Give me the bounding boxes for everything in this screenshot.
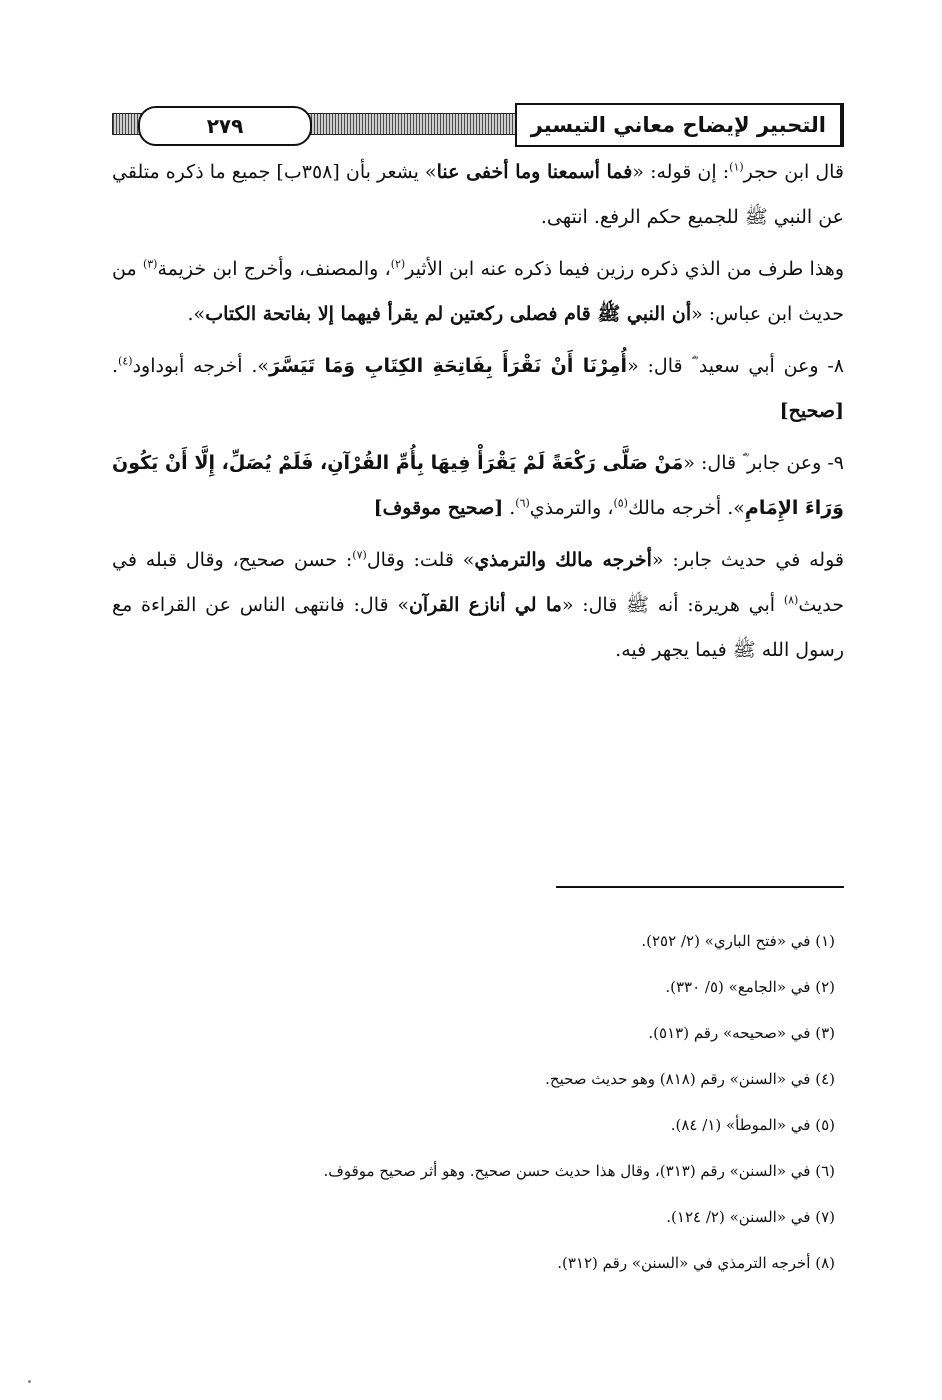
grade-label: [صحيح] <box>779 400 844 422</box>
hadith-8: ٨- وعن أبي سعيد ؓ قال: «أُمِرْنَا أَنْ نَقْرَأَ بِفَاتِحَةِ الكِتَابِ وَمَا تَيَسَّرَ». أخرجه أبوداود$^{(٤)}$. [صحيح] <box>112 354 844 422</box>
quoted-phrase: أخرجه مالك والترمذي <box>474 549 652 571</box>
footnote-ref-1[interactable]: (١) <box>729 160 744 174</box>
footnote-ref-7[interactable]: (٧) <box>352 548 367 562</box>
running-header <box>112 103 844 149</box>
footnote-ref-4[interactable]: (٤) <box>118 354 133 368</box>
footnote-5: (٥) في «الموطأ» (١/ ٨٤). <box>670 1116 835 1134</box>
hadith-text: أُمِرْنَا أَنْ نَقْرَأَ بِفَاتِحَةِ الكِتَابِ وَمَا تَيَسَّرَ <box>268 355 628 377</box>
footnote-4: (٤) في «السنن» رقم (٨١٨) وهو حديث صحيح. <box>545 1070 835 1088</box>
footnote-separator <box>556 886 844 888</box>
hadith-text: مَنْ صَلَّى رَكْعَةً لَمْ يَقْرَأْ فِيهَا بِأُمِّ القُرْآنِ، فَلَمْ يُصَلِّ، إِلَّا أَنْ يَكُونَ وَرَاءَ الإِمَامِ <box>112 452 844 519</box>
main-text <box>112 150 844 680</box>
footnote-6: (٦) في «السنن» رقم (٣١٣)، وقال هذا حديث حسن صحيح. وهو أثر صحيح موقوف. <box>323 1162 835 1180</box>
footnote-1: (١) في «فتح الباري» (٢/ ٢٥٢). <box>641 932 835 950</box>
paragraph-razin: وهذا طرف من الذي ذكره رزين فيما ذكره عنه ابن الأثير$^{(٢)}$، والمصنف، وأخرج ابن خزيمة$^{(٣)}$ من حديث ابن عباس: «أن النبي ﷺ قام فصلى ركعتين لم يقرأ فيهما إلا بفاتحة الكتاب». <box>112 257 844 325</box>
footnote-ref-3[interactable]: (٣) <box>142 257 158 271</box>
footnote-8: (٨) أخرجه الترمذي في «السنن» رقم (٣١٢). <box>557 1254 835 1272</box>
paragraph-ibn-hajar: قال ابن حجر$^{(١)}$: إن قوله: «فما أسمعنا وما أخفى عنا» يشعر بأن [٣٥٨ب] جميع ما ذكره متلقي عن النبي ﷺ للجميع حكم الرفع. انتهى. <box>112 160 845 228</box>
footnote-2: (٢) في «الجامع» (٥/ ٣٣٠). <box>665 978 835 996</box>
footnote-ref-2[interactable]: (٢) <box>390 257 406 271</box>
footnote-7: (٧) في «السنن» (٢/ ١٢٤). <box>666 1208 835 1226</box>
quoted-phrase: فما أسمعنا وما أخفى عنا <box>436 161 633 183</box>
footnotes <box>112 918 835 1286</box>
paragraph-commentary: قوله في حديث جابر: «أخرجه مالك والترمذي» قلت: وقال$^{(٧)}$: حسن صحيح، وقال قبله في حديث$^{(٨)}$ أبي هريرة: أنه ﷺ قال: «ما لي أنازع القرآن» قال: فانتهى الناس عن القراءة مع رسول الله ﷺ فيما يجهر فيه. <box>112 548 844 661</box>
hadith-text: أن النبي ﷺ قام فصلى ركعتين لم يقرأ فيهما إلا بفاتحة الكتاب <box>205 303 692 325</box>
footnote-ref-8[interactable]: (٨) <box>783 593 799 607</box>
scan-speck <box>28 1380 31 1383</box>
hadith-9: ٩- وعن جابر ؓ قال: «مَنْ صَلَّى رَكْعَةً لَمْ يَقْرَأْ فِيهَا بِأُمِّ القُرْآنِ، فَلَمْ يُصَلِّ، إِلَّا أَنْ يَكُونَ وَرَاءَ الإِمَامِ». أخرجه مالك$^{(٥)}$، والترمذي$^{(٦)}$. [صحيح موقوف] <box>112 452 845 519</box>
footnote-ref-6[interactable]: (٦) <box>515 496 530 510</box>
hadith-text: ما لي أنازع القرآن <box>408 594 562 616</box>
page-number: ٢٧٩ <box>138 106 312 146</box>
grade-label: [صحيح موقوف] <box>373 497 504 519</box>
book-title: التحبير لإيضاح معاني التيسير <box>515 103 844 147</box>
footnote-ref-5[interactable]: (٥) <box>613 496 628 510</box>
footnote-3: (٣) في «صحيحه» رقم (٥١٣). <box>648 1024 835 1042</box>
